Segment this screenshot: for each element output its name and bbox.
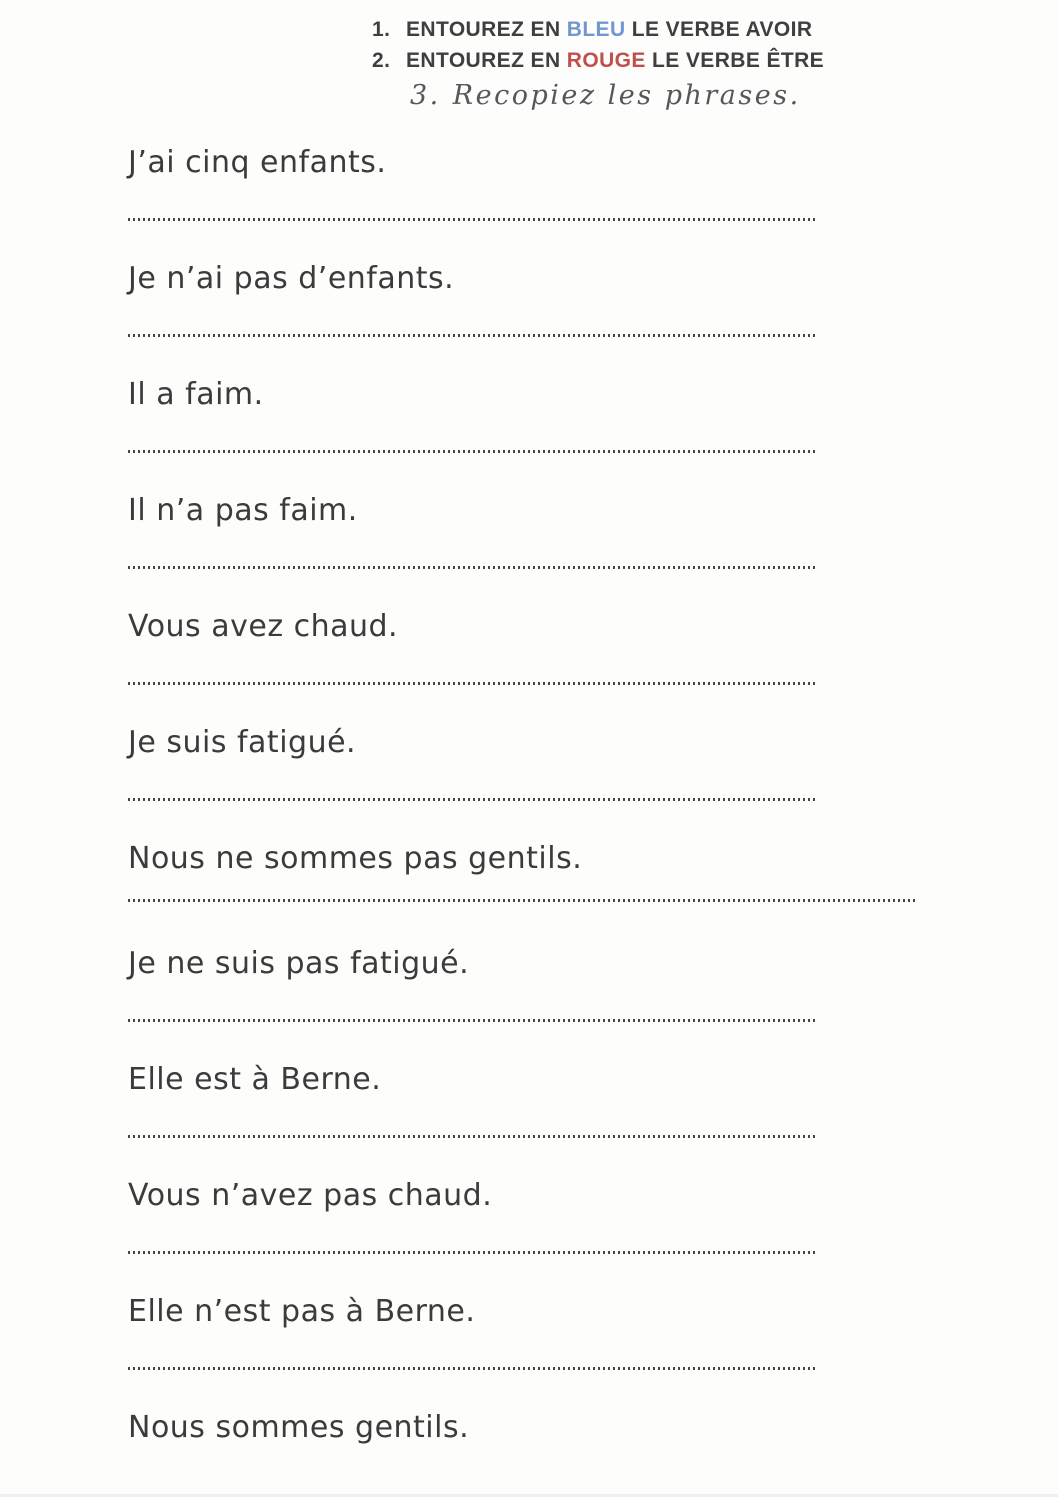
sentence-block — [128, 841, 1058, 902]
instruction-suffix: LE VERBE AVOIR — [625, 18, 813, 41]
answer-dotted-line — [128, 798, 818, 801]
instruction-line-recopiez — [410, 80, 1058, 116]
sentence-block — [128, 145, 1058, 221]
instruction-prefix: ENTOUREZ EN — [406, 18, 567, 41]
answer-dotted-line — [128, 1251, 818, 1254]
sentence-text: Elle n’est pas à Berne. — [128, 1294, 476, 1329]
sentence-text: Je n’ai pas d’enfants. — [128, 261, 455, 296]
sentence-block — [128, 261, 1058, 337]
answer-dotted-line — [128, 566, 818, 569]
sentence-block — [128, 609, 1058, 685]
sentence-block — [128, 493, 1058, 569]
sentence-text: Je ne suis pas fatigué. — [128, 946, 470, 981]
instruction-line-etre — [372, 49, 1058, 80]
answer-dotted-line — [128, 450, 818, 453]
answer-dotted-line — [128, 1019, 818, 1022]
instruction-number: 1. — [372, 18, 391, 41]
sentence-text: Je suis fatigué. — [128, 725, 357, 760]
sentence-text: J’ai cinq enfants. — [128, 145, 387, 180]
instructions-list — [0, 0, 1058, 116]
sentence-text: Nous sommes gentils. — [128, 1410, 470, 1445]
answer-dotted-line — [128, 899, 917, 902]
sentence-text: Il n’a pas faim. — [128, 493, 358, 528]
instruction-number: 3. — [410, 80, 441, 111]
sentence-text: Vous n’avez pas chaud. — [128, 1178, 493, 1213]
sentence-text: Nous ne sommes pas gentils. — [128, 841, 583, 876]
worksheet-body — [128, 145, 1058, 1446]
answer-dotted-line — [128, 682, 818, 685]
instruction-text — [406, 18, 812, 42]
sentence-block — [128, 377, 1058, 453]
sentence-block — [128, 1062, 1058, 1138]
answer-dotted-line — [128, 1135, 818, 1138]
sentence-block — [128, 946, 1058, 1022]
color-word-bleu: BLEU — [566, 18, 626, 41]
instruction-text — [406, 49, 824, 73]
sentence-block — [128, 1294, 1058, 1370]
instruction-suffix: LE VERBE ÊTRE — [645, 49, 825, 72]
instruction-text: Recopiez les phrases. — [452, 80, 801, 111]
sentence-text: Il a faim. — [128, 377, 264, 412]
answer-dotted-line — [128, 334, 818, 337]
sentence-block — [128, 1410, 1058, 1446]
sentence-text: Vous avez chaud. — [128, 609, 399, 644]
color-word-rouge: ROUGE — [566, 49, 646, 72]
instruction-line-avoir — [372, 18, 1058, 49]
answer-dotted-line — [128, 218, 818, 221]
instruction-number: 2. — [372, 49, 391, 72]
sentence-block — [128, 1178, 1058, 1254]
sentence-block — [128, 725, 1058, 801]
instruction-prefix: ENTOUREZ EN — [406, 49, 567, 72]
answer-dotted-line — [128, 1367, 818, 1370]
sentence-text: Elle est à Berne. — [128, 1062, 382, 1097]
